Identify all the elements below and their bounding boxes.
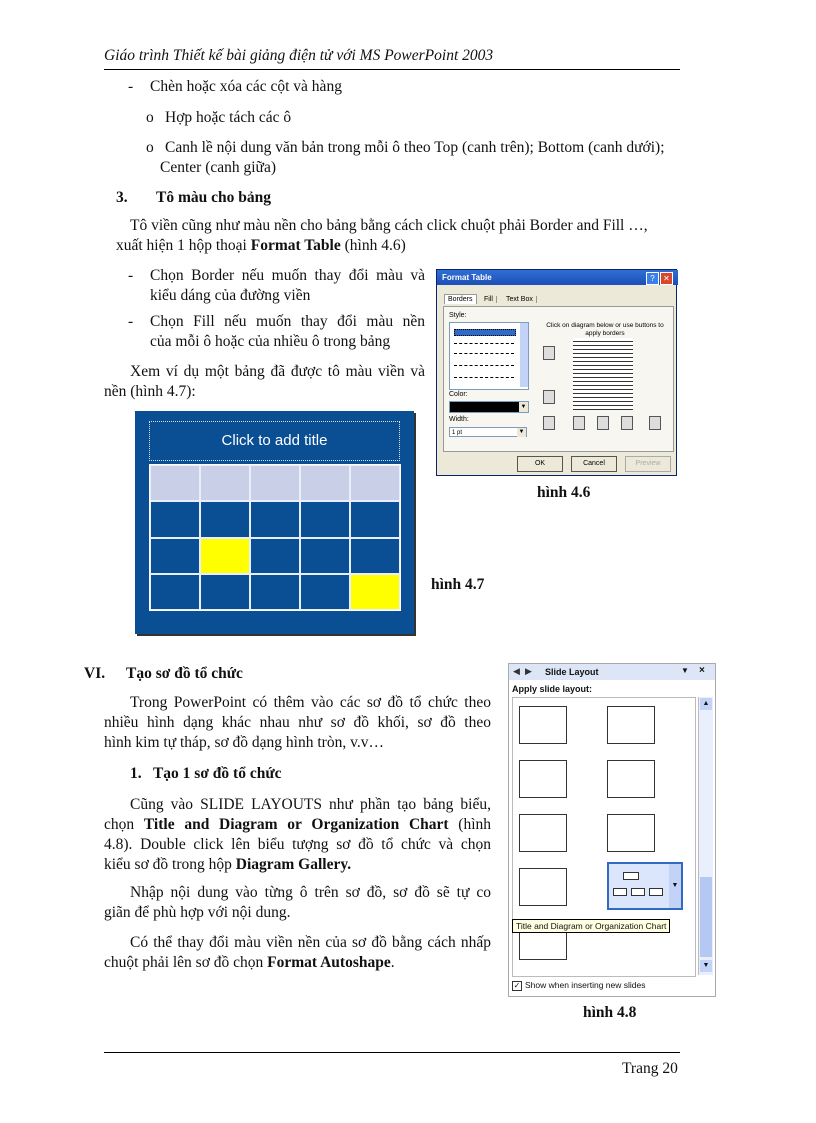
table-cell — [350, 501, 400, 537]
list-item: Chọn Border nếu muốn thay đổi màu và — [150, 267, 425, 284]
table-cell — [250, 538, 300, 574]
list-item-cont: kiểu dáng của đường viền — [150, 287, 311, 304]
close-icon[interactable]: ✕ — [660, 272, 673, 285]
list-item-cont: của mỗi ô hoặc của nhiều ô trong bảng — [150, 333, 391, 350]
help-icon[interactable]: ? — [646, 272, 659, 285]
bullet-circle: o — [146, 109, 154, 126]
scroll-thumb[interactable] — [700, 877, 712, 957]
layout-tooltip: Title and Diagram or Organization Chart — [512, 919, 670, 933]
close-icon[interactable]: × — [699, 665, 705, 676]
show-checkbox[interactable]: ✓ — [513, 981, 521, 990]
chevron-down-icon[interactable]: ▼ — [669, 864, 681, 908]
paragraph: Xem ví dụ một bảng đã được tô màu viền và — [130, 363, 425, 380]
layout-thumb-clipart-text[interactable] — [607, 706, 655, 744]
section-heading: Tạo sơ đồ tổ chức — [126, 665, 243, 682]
dialog-title: Format Table — [437, 270, 678, 285]
table-cell — [300, 538, 350, 574]
paragraph: Trong PowerPoint có thêm vào các sơ đồ tổ chức theo — [130, 694, 491, 711]
table-cell — [300, 501, 350, 537]
title-placeholder[interactable]: Click to add title — [149, 421, 400, 461]
border-top-button[interactable] — [543, 346, 555, 360]
chevron-down-icon[interactable]: ▼ — [681, 666, 689, 675]
border-diagonal-button[interactable] — [649, 416, 661, 430]
paragraph: Nhập nội dung vào từng ô trên sơ đồ, sơ đồ sẽ tự co — [130, 884, 491, 901]
table-cell — [150, 574, 200, 610]
bullet-circle: o — [146, 139, 154, 156]
back-icon[interactable]: ◀ — [513, 666, 520, 676]
slide-example — [135, 411, 414, 634]
list-subitem-cont: Center (canh giữa) — [160, 159, 276, 176]
tab-fill[interactable]: Fill — [481, 296, 497, 303]
border-center-button[interactable] — [597, 416, 609, 430]
table-cell — [250, 574, 300, 610]
chevron-down-icon: ▼ — [518, 429, 525, 435]
table-cell — [150, 465, 200, 501]
layout-thumb-text-clipart[interactable] — [519, 706, 567, 744]
list-subitem: Canh lề nội dung văn bản trong mỗi ô theo Top (canh trên); Bottom (canh dưới); — [165, 139, 665, 156]
show-checkbox-label: Show when inserting new slides — [525, 980, 646, 990]
border-left-button[interactable] — [573, 416, 585, 430]
border-hint: Click on diagram below or use buttons to apply borders — [546, 322, 664, 337]
paragraph: hình kim tự tháp, sơ đồ dạng hình tròn, v.v… — [104, 734, 384, 751]
paragraph: giãn để phù hợp với nội dung. — [104, 904, 291, 921]
paragraph-cont: nền (hình 4.7): — [104, 383, 196, 400]
table-cell — [150, 538, 200, 574]
table-cell — [200, 538, 250, 574]
layout-thumb-chart-text[interactable] — [607, 760, 655, 798]
footer-rule — [104, 1052, 680, 1053]
paragraph: Có thể thay đổi màu viền nền của sơ đồ bằng cách nhấp — [130, 934, 491, 951]
table-cell — [200, 465, 250, 501]
paragraph: chọn Title and Diagram or Organization Chart (hình — [104, 816, 492, 833]
layout-thumb-orgchart-text[interactable] — [607, 814, 655, 852]
pane-scrollbar[interactable] — [698, 697, 713, 975]
style-label: Style: — [449, 312, 467, 319]
ok-button[interactable]: OK — [517, 456, 563, 472]
bullet-dash: - — [128, 313, 134, 330]
table-cell — [250, 501, 300, 537]
figure-caption: hình 4.8 — [583, 1004, 637, 1021]
format-table-dialog — [436, 269, 677, 476]
pane-title: Slide Layout — [545, 667, 599, 677]
page-header: Giáo trình Thiết kế bài giảng điện tử với MS PowerPoint 2003 — [104, 47, 494, 64]
bullet-dash: - — [128, 267, 134, 284]
table-cell — [350, 465, 400, 501]
section-number: 3. — [116, 189, 128, 206]
list-item: Chọn Fill nếu muốn thay đổi màu nền — [150, 313, 425, 330]
page-number: Trang 20 — [622, 1060, 678, 1077]
section-heading: Tô màu cho bảng — [156, 189, 271, 206]
forward-icon[interactable]: ▶ — [525, 666, 532, 676]
tab-borders[interactable]: Borders — [444, 294, 477, 304]
header-rule — [104, 69, 680, 70]
chevron-down-icon: ▼ — [520, 404, 527, 410]
tab-text-box[interactable]: Text Box — [503, 296, 537, 303]
style-scrollbar[interactable] — [520, 323, 528, 387]
layout-thumb-diagram-selected[interactable] — [607, 862, 683, 910]
color-select[interactable] — [449, 401, 529, 413]
border-preview[interactable] — [573, 338, 633, 410]
style-list[interactable] — [449, 322, 529, 390]
width-label: Width: — [449, 416, 469, 423]
colored-table — [149, 464, 401, 611]
layout-thumb-text-chart[interactable] — [519, 760, 567, 798]
sub-heading: 1. Tạo 1 sơ đồ tổ chức — [130, 765, 282, 782]
border-middle-button[interactable] — [543, 390, 555, 404]
table-cell — [200, 574, 250, 610]
scroll-up-icon[interactable]: ▲ — [700, 698, 712, 710]
table-cell — [200, 501, 250, 537]
apply-layout-label: Apply slide layout: — [512, 684, 593, 694]
paragraph: kiểu sơ đồ trong hộp Diagram Gallery. — [104, 856, 352, 873]
paragraph: nhiều hình dạng khác nhau như sơ đồ khối, sơ đồ theo — [104, 714, 491, 731]
slide-layout-pane — [508, 663, 716, 997]
table-cell — [250, 465, 300, 501]
border-right-button[interactable] — [621, 416, 633, 430]
layout-thumb-text-orgchart[interactable] — [519, 814, 567, 852]
paragraph: xuất hiện 1 hộp thoại Format Table (hình 4.6) — [116, 237, 406, 254]
section-number: VI. — [84, 665, 106, 682]
width-select[interactable]: 1 pt ▼ — [449, 427, 527, 437]
border-bottom-button[interactable] — [543, 416, 555, 430]
table-cell — [150, 501, 200, 537]
figure-caption: hình 4.6 — [537, 484, 591, 501]
table-cell — [300, 574, 350, 610]
preview-button[interactable]: Preview — [625, 456, 671, 472]
paragraph: Cũng vào SLIDE LAYOUTS như phần tạo bảng biểu, — [130, 796, 491, 813]
list-subitem: Hợp hoặc tách các ô — [165, 109, 292, 126]
paragraph: Tô viền cũng như màu nền cho bảng bằng cách click chuột phải Border and Fill …, — [130, 217, 648, 234]
figure-caption: hình 4.7 — [431, 576, 485, 593]
scroll-down-icon[interactable]: ▼ — [700, 960, 712, 972]
layout-thumb-table[interactable] — [519, 868, 567, 906]
table-cell — [350, 574, 400, 610]
bullet-dash: - — [128, 78, 134, 95]
paragraph: 4.8). Double click lên biểu tượng sơ đồ tổ chức và chọn — [104, 836, 491, 853]
table-cell — [350, 538, 400, 574]
table-cell — [300, 465, 350, 501]
list-item: Chèn hoặc xóa các cột và hàng — [150, 78, 342, 95]
paragraph: chuột phải lên sơ đồ chọn Format Autoshape. — [104, 954, 395, 971]
color-label: Color: — [449, 391, 468, 398]
cancel-button[interactable]: Cancel — [571, 456, 617, 472]
